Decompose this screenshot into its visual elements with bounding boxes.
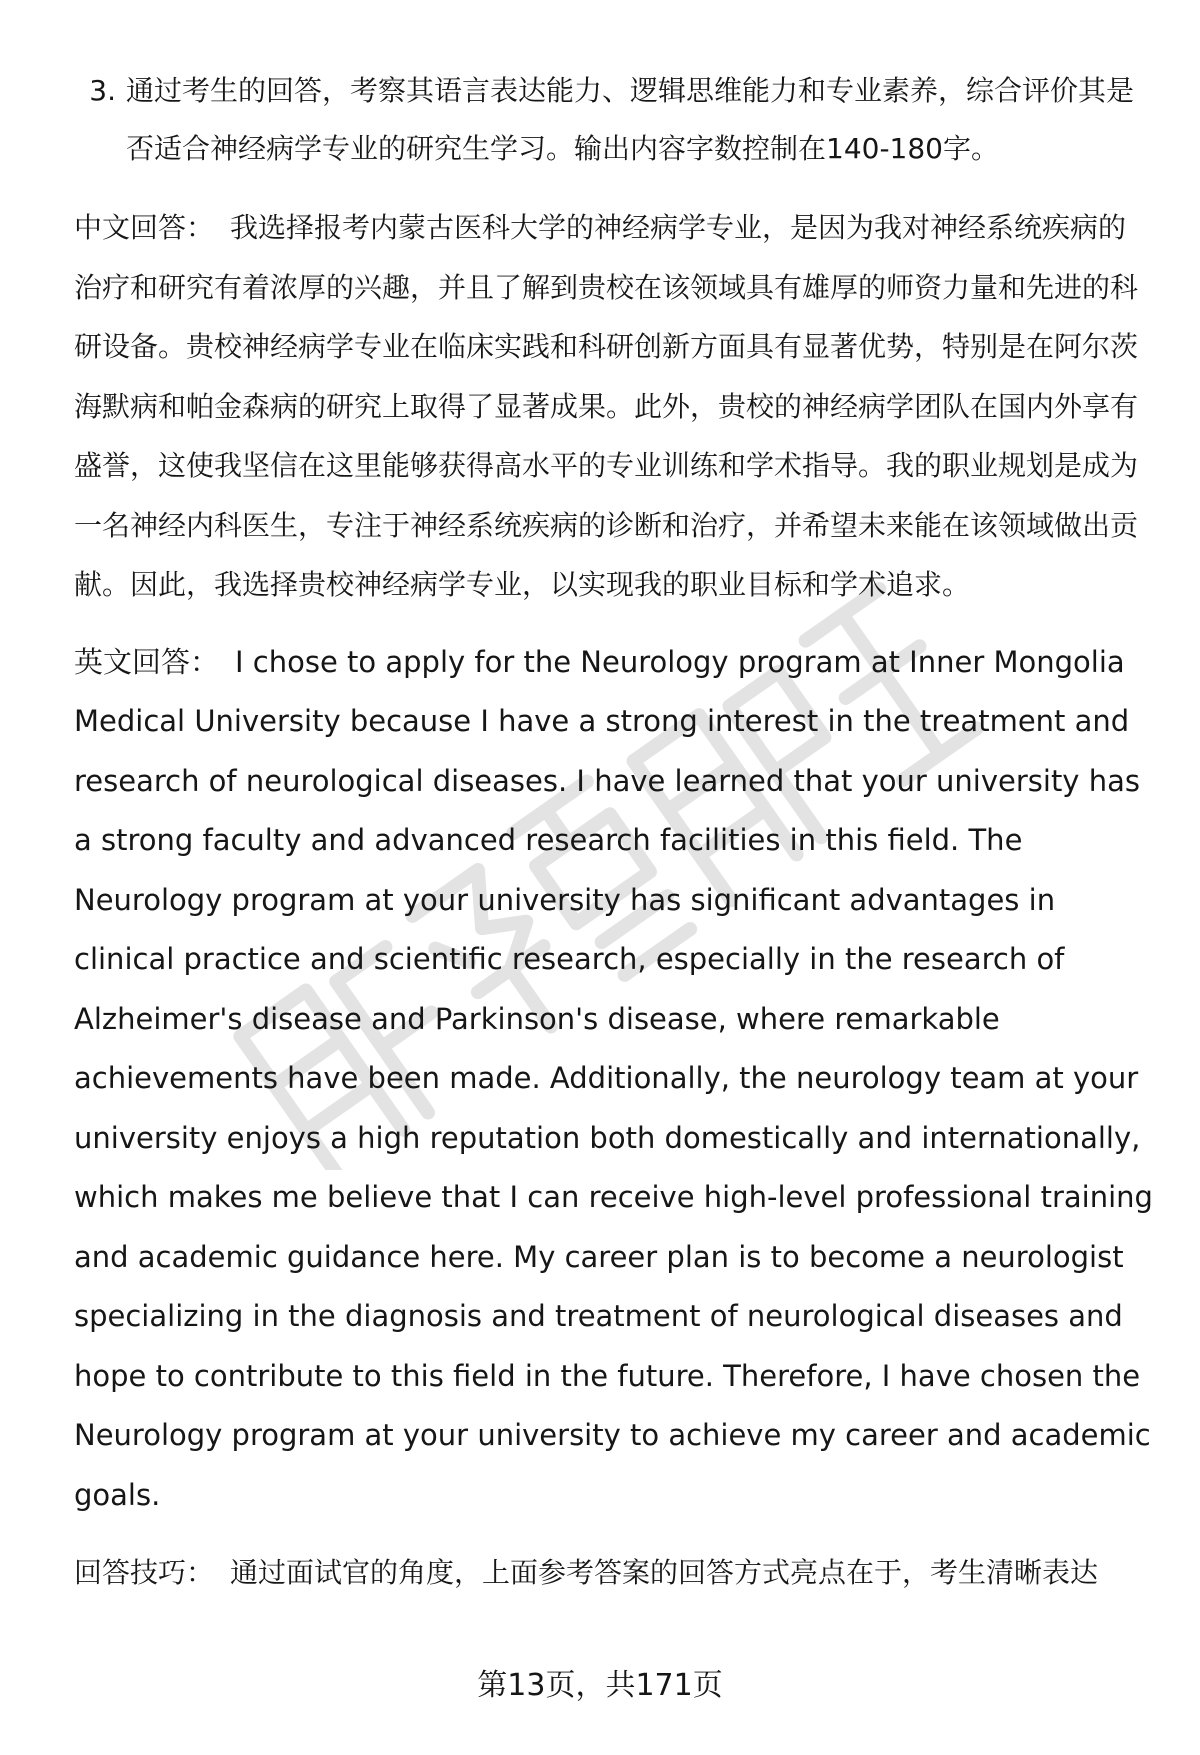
english-answer-paragraph <box>74 633 1154 1526</box>
question-item <box>74 62 1154 178</box>
chinese-answer-paragraph <box>74 198 1154 615</box>
document-body <box>74 62 1154 1621</box>
tips-label: 回答技巧： <box>74 1556 215 1589</box>
question-number: 3. <box>89 74 116 107</box>
question-text: 通过考生的回答，考察其语言表达能力、逻辑思维能力和专业素养，综合评价其是否适合神经病学专业的研究生学习。输出内容字数控制在140-180字。 <box>126 74 1135 165</box>
tips-text: 通过面试官的角度，上面参考答案的回答方式亮点在于，考生清晰表达 <box>230 1556 1099 1589</box>
page-number-footer: 第13页，共171页 <box>477 1668 723 1703</box>
english-answer-text: I chose to apply for the Neurology program at Inner Mongolia Medical University because I have a strong interest in the treatment and research of neurological diseases. I have learned that your university has a strong faculty and advanced research facilities in this field. The Neurology program at your university has significant advantages in clinical practice and scientific research, especially in the research of Alzheimer's disease and Parkinson's disease, where remarkable achievements have been made. Additionally, the neurology team at your university enjoys a high reputation both domestically and internationally, which makes me believe that I can receive high-level professional training and academic guidance here. My career plan is to become a neurologist specializing in the diagnosis and treatment of neurological diseases and hope to contribute to this field in the future. Therefore, I have chosen the Neurology program at your university to achieve my career and academic goals. <box>74 644 1153 1512</box>
english-answer-label: 英文回答： <box>74 644 220 679</box>
chinese-answer-text: 我选择报考内蒙古医科大学的神经病学专业，是因为我对神经系统疾病的治疗和研究有着浓厚的兴趣，并且了解到贵校在该领域具有雄厚的师资力量和先进的科研设备。贵校神经病学专业在临床实践和科研创新方面具有显著优势，特别是在阿尔茨海默病和帕金森病的研究上取得了显著成果。此外，贵校的神经病学团队在国内外享有盛誉，这使我坚信在这里能够获得高水平的专业训练和学术指导。我的职业规划是成为一名神经内科医生，专注于神经系统疾病的诊断和治疗，并希望未来能在该领域做出贡献。因此，我选择贵校神经病学专业，以实现我的职业目标和学术追求。 <box>74 211 1139 601</box>
chinese-answer-label: 中文回答： <box>74 211 215 244</box>
tips-paragraph <box>74 1543 1154 1603</box>
